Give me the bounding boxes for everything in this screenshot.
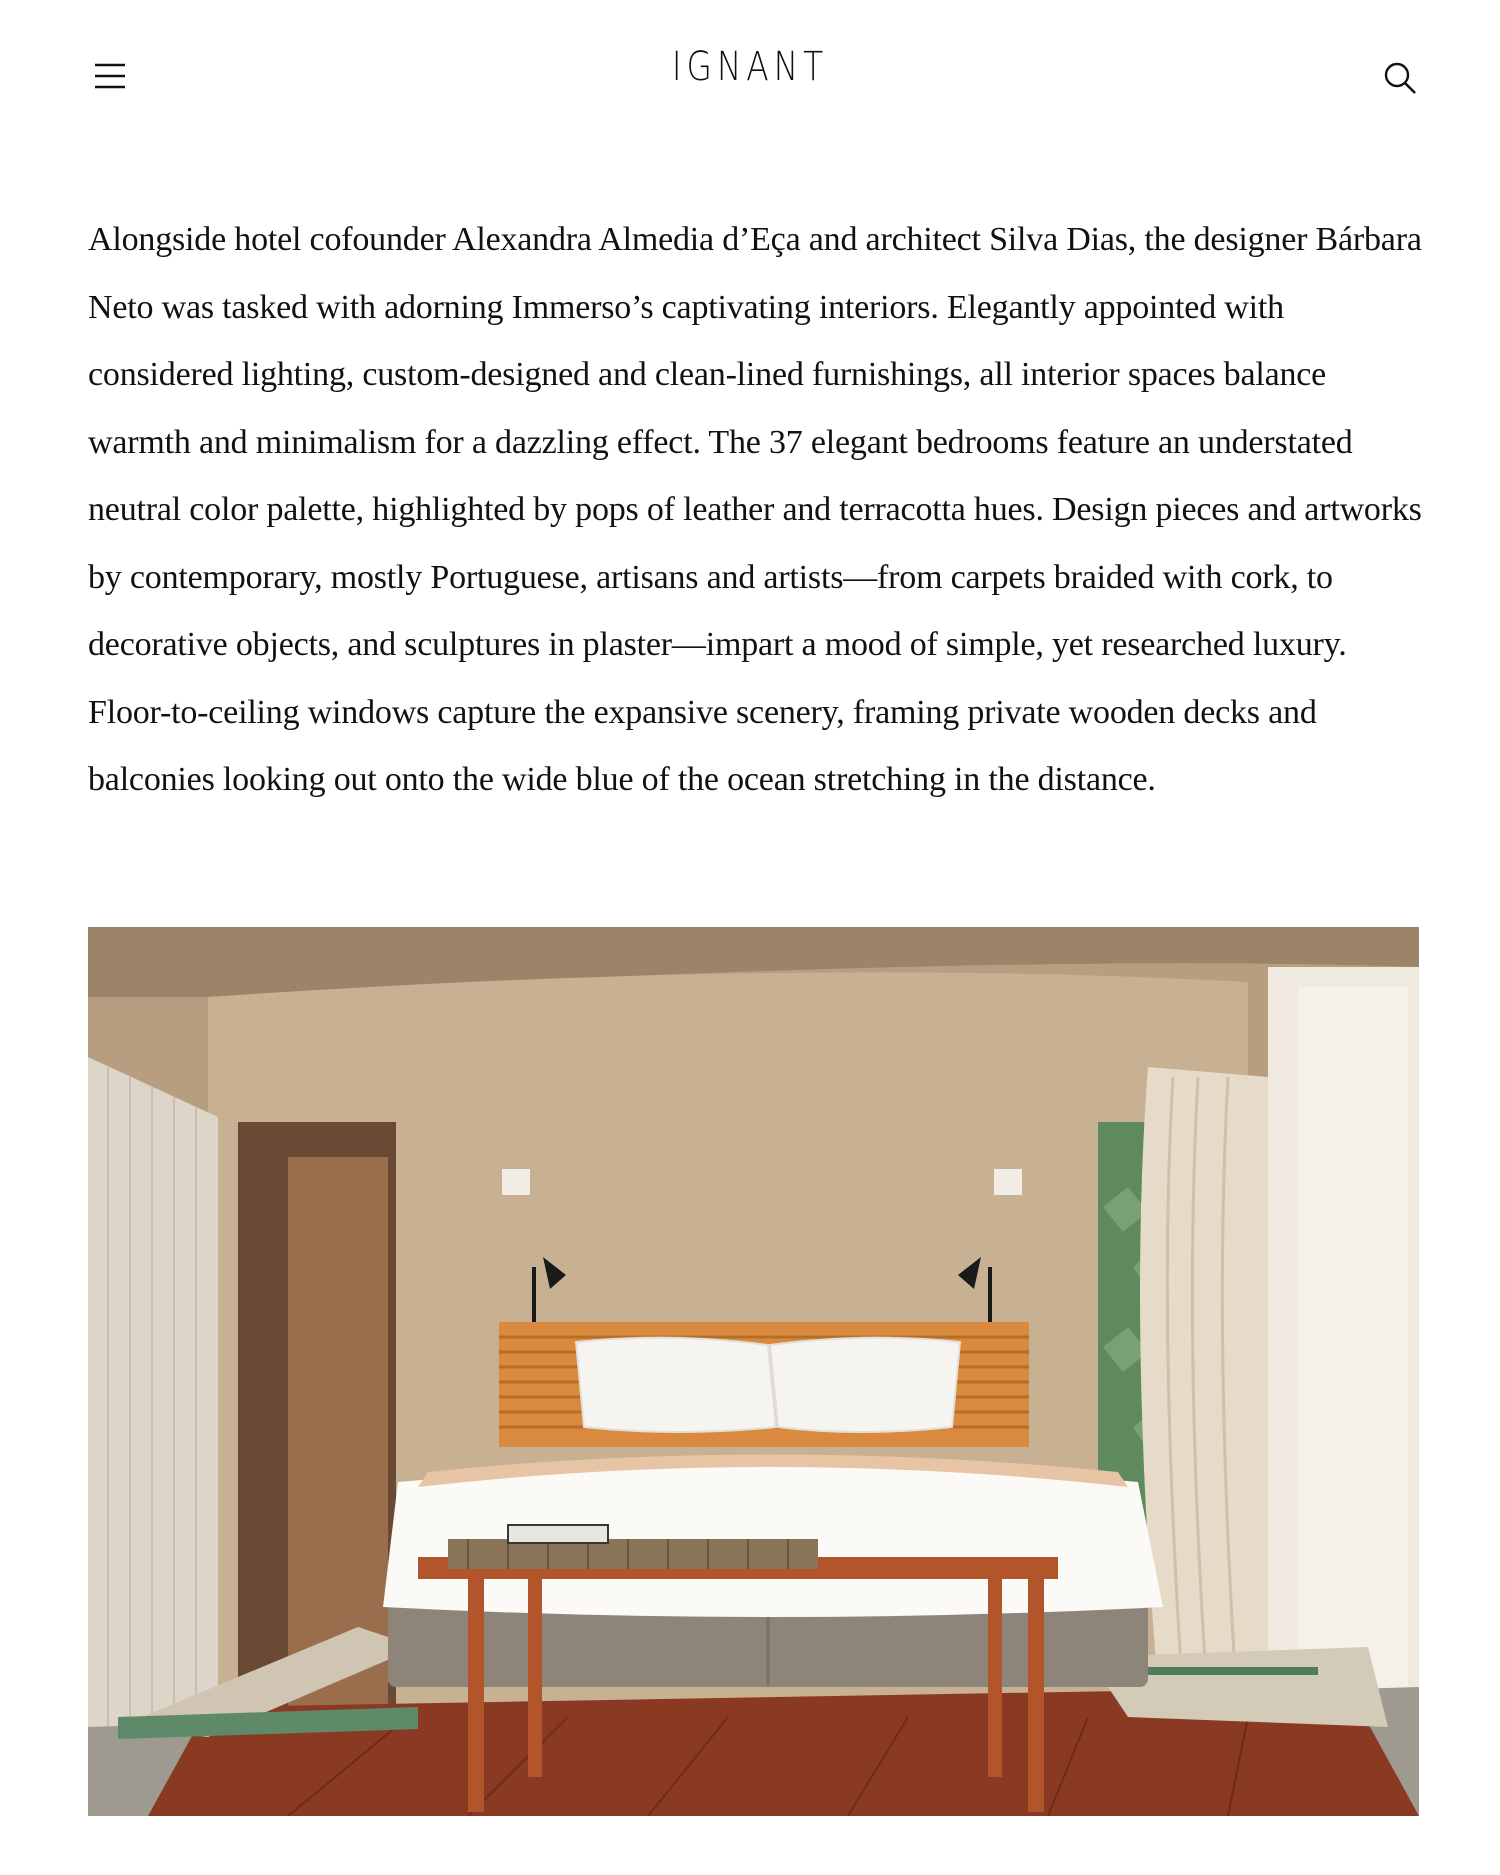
menu-button[interactable] xyxy=(88,54,132,98)
hamburger-menu-icon xyxy=(93,62,127,90)
search-button[interactable] xyxy=(1378,56,1422,100)
article-paragraph: Alongside hotel cofounder Alexandra Almedia d’Eça and architect Silva Dias, the designer Bárbara Neto was tasked with adorning Immerso’s captivating interiors. Elegantly appointed with considered lighting, custom-designed and clean-lined furnishings, all interior spaces balance warmth and minimalism for a dazzling effect. The 37 elegant bedrooms feature an understated neutral color palette, highlighted by pops of leather and terracotta hues. Design pieces and artworks by contemporary, mostly Portuguese, artisans and artists—from carpets braided with cork, to decorative objects, and sculptures in plaster—impart a mood of simple, yet researched luxury. Floor-to-ceiling windows capture the expansive scenery, framing private wooden decks and balconies looking out onto the wide blue of the ocean stretching in the distance. xyxy=(88,221,1422,798)
site-header xyxy=(0,0,1500,150)
search-icon xyxy=(1382,60,1418,96)
bedroom-illustration xyxy=(88,927,1419,1816)
site-logo[interactable]: IGNANT xyxy=(671,44,829,90)
bedroom-photo xyxy=(88,927,1419,1816)
